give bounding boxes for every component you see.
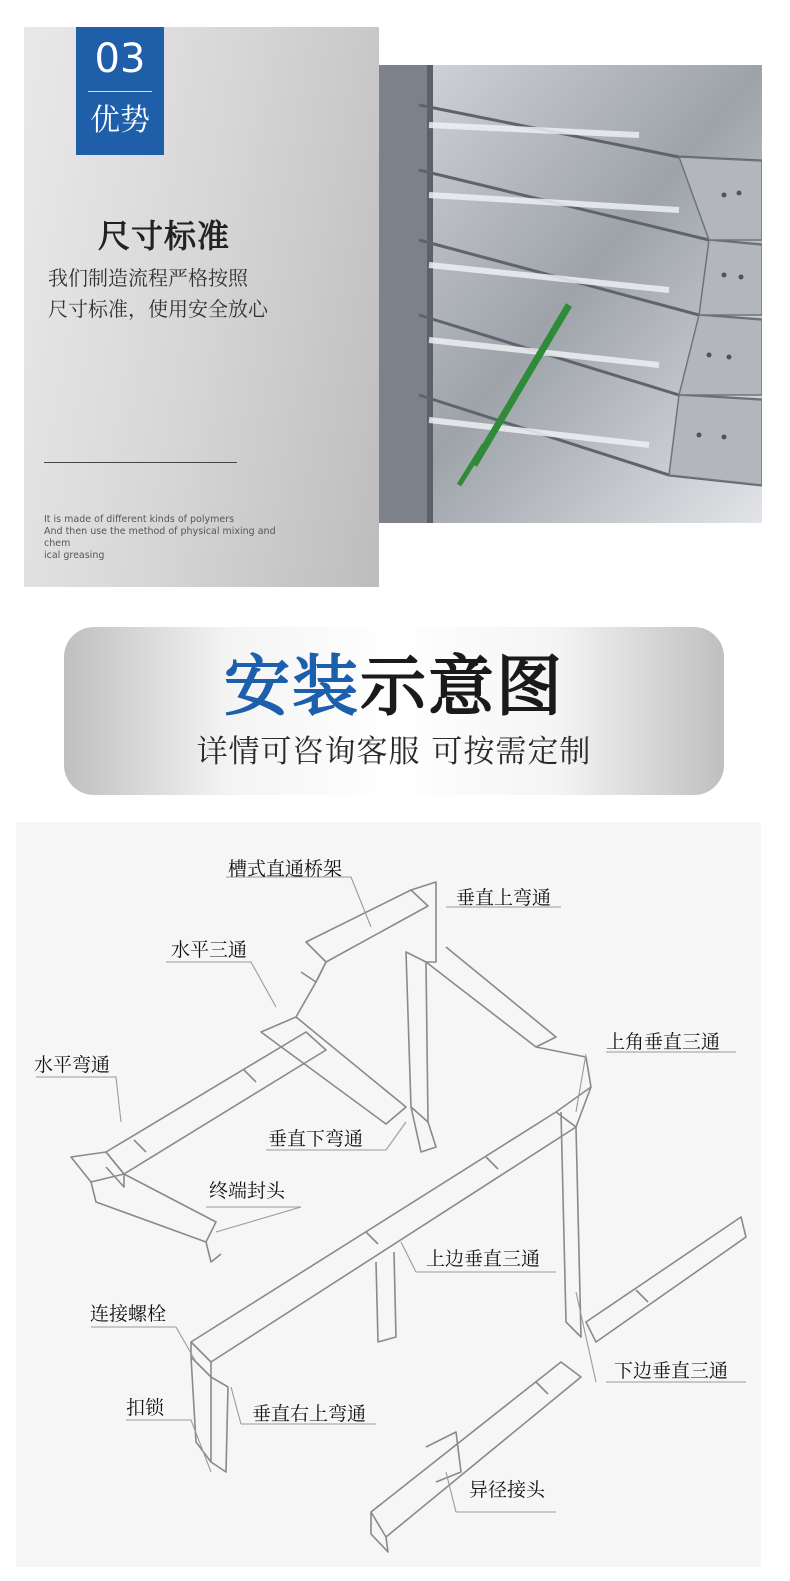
banner-title-rest: 示意图	[360, 648, 564, 725]
label-reducer: 异径接头	[469, 1479, 546, 1501]
label-vertical-right-up-bend: 垂直右上弯通	[252, 1403, 367, 1425]
installation-diagram	[16, 822, 761, 1567]
label-top-corner-vertical-tee: 上角垂直三通	[606, 1031, 721, 1053]
english-line: And then use the method of physical mixing and chem	[44, 526, 276, 549]
tray-line-drawing	[16, 822, 761, 1567]
label-horizontal-tee: 水平三通	[171, 939, 248, 961]
badge-number: 03	[94, 36, 146, 82]
badge-divider	[88, 91, 152, 92]
english-description	[44, 514, 304, 562]
english-line: It is made of different kinds of polymers	[44, 514, 235, 525]
label-vertical-up-bend: 垂直上弯通	[456, 887, 552, 909]
description-line: 尺寸标准，使用安全放心	[48, 297, 268, 321]
divider-line	[44, 462, 237, 463]
label-upper-vertical-tee: 上边垂直三通	[426, 1248, 541, 1270]
english-line: ical greasing	[44, 550, 105, 561]
advantage-panel	[24, 27, 379, 587]
label-vertical-down-bend: 垂直下弯通	[268, 1128, 364, 1150]
label-straight-tray: 槽式直通桥架	[228, 858, 343, 880]
banner-title	[64, 647, 724, 727]
label-connecting-bolt: 连接螺栓	[90, 1303, 167, 1325]
section-badge	[76, 27, 164, 155]
advantage-title: 尺寸标准	[98, 217, 231, 255]
advantage-description	[48, 263, 268, 325]
label-horizontal-bend: 水平弯通	[34, 1054, 111, 1076]
banner-subtitle: 详情可咨询客服 可按需定制	[196, 734, 592, 770]
label-lower-vertical-tee: 下边垂直三通	[614, 1360, 729, 1382]
label-buckle-lock: 扣锁	[126, 1397, 165, 1419]
banner-title-highlight: 安装	[224, 648, 360, 725]
cable-tray-photo	[379, 65, 762, 523]
badge-label: 优势	[90, 103, 150, 138]
label-end-cap: 终端封头	[209, 1180, 286, 1202]
install-banner	[64, 627, 724, 795]
description-line: 我们制造流程严格按照	[48, 266, 248, 290]
